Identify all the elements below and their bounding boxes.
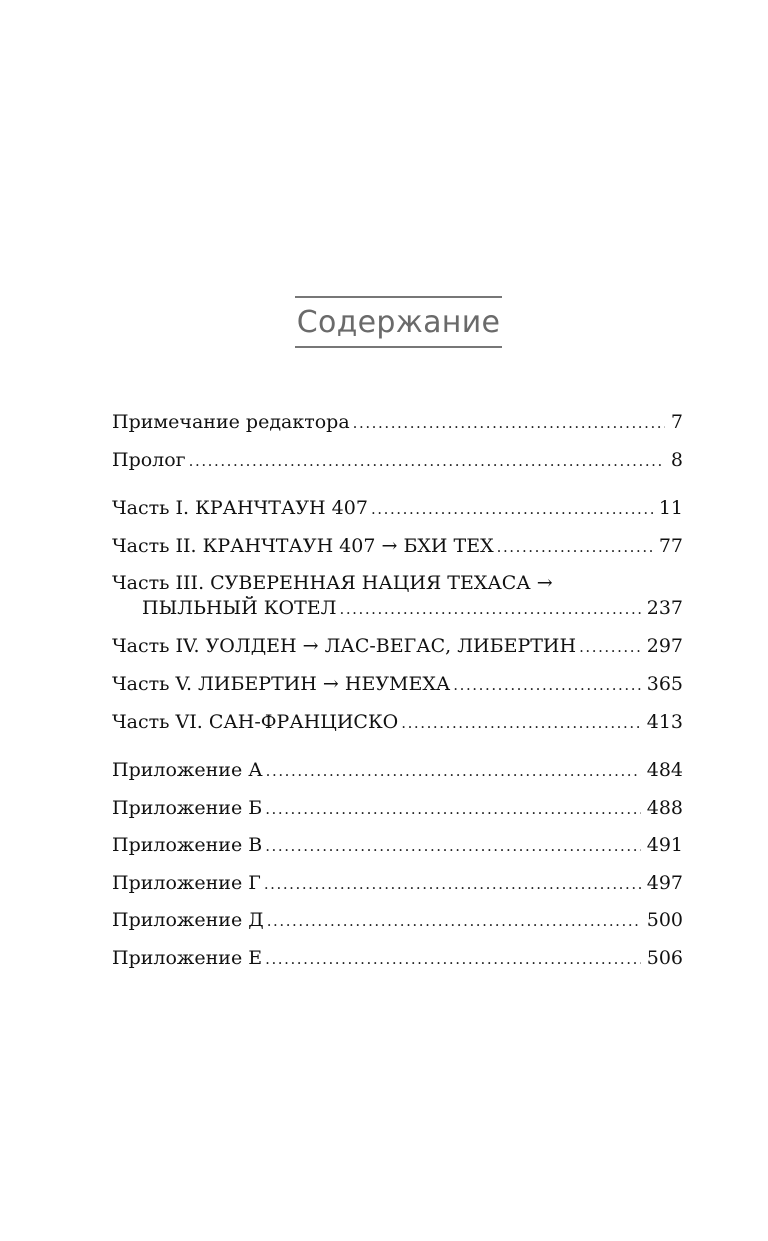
toc-entry-title: Приложение Г	[112, 872, 261, 894]
toc-entry-title: Пролог	[112, 449, 186, 471]
toc-entry-title: Часть II. КРАНЧТАУН 407 → БХИ ТЕХ	[112, 535, 494, 557]
toc-entry-title: Приложение В	[112, 834, 263, 856]
dot-leader	[264, 873, 641, 895]
dot-leader	[265, 798, 641, 820]
toc-entry-part-2[interactable]	[112, 535, 683, 558]
toc-entry-appendix-b[interactable]	[112, 797, 683, 820]
dot-leader	[579, 636, 641, 658]
toc-entry-title: Часть V. ЛИБЕРТИН → НЕУМЕХА	[112, 673, 451, 695]
toc-entry-page: 497	[646, 872, 683, 894]
dot-leader	[265, 835, 641, 857]
toc-entry-appendix-d[interactable]	[112, 909, 683, 932]
dot-leader	[401, 712, 640, 734]
dot-leader	[453, 674, 640, 696]
toc-entry-part-3[interactable]	[142, 597, 683, 620]
toc-entry-part-5[interactable]	[112, 673, 683, 696]
toc-entry-title: Часть VI. САН-ФРАНЦИСКО	[112, 711, 399, 733]
toc-entry-part-3-line-1[interactable]: Часть III. СУВЕРЕННАЯ НАЦИЯ ТЕХАСА →	[112, 572, 553, 594]
dot-leader	[265, 948, 641, 970]
toc-entry-page: 491	[646, 834, 683, 856]
toc-entry-page: 297	[646, 635, 683, 657]
toc-entry-page: 500	[646, 909, 683, 931]
dot-leader	[497, 536, 653, 558]
dot-leader	[371, 498, 653, 520]
dot-leader	[266, 760, 641, 782]
toc-entry-page: 11	[658, 497, 683, 519]
dot-leader	[339, 598, 640, 620]
toc-entry-prologue[interactable]	[112, 449, 683, 472]
toc-entry-title: Примечание редактора	[112, 411, 350, 433]
toc-entry-page: 237	[646, 597, 683, 619]
toc-entry-title: Часть IV. УОЛДЕН → ЛАС-ВЕГАС, ЛИБЕРТИН	[112, 635, 577, 657]
toc-entry-page: 7	[670, 411, 683, 433]
dot-leader	[267, 910, 641, 932]
toc-entry-title: Приложение Д	[112, 909, 264, 931]
toc-entry-title: Часть I. КРАНЧТАУН 407	[112, 497, 368, 519]
toc-entry-appendix-a[interactable]	[112, 759, 683, 782]
toc-entry-page: 8	[670, 449, 683, 471]
dot-leader	[189, 450, 665, 472]
toc-entry-appendix-g[interactable]	[112, 872, 683, 895]
contents-heading-frame	[295, 296, 502, 348]
toc-entry-page: 506	[646, 947, 683, 969]
toc-entry-part-4[interactable]	[112, 635, 683, 658]
toc-entry-title: Приложение Е	[112, 947, 263, 969]
toc-entry-part-1[interactable]	[112, 497, 683, 520]
toc-entry-part-6[interactable]	[112, 711, 683, 734]
toc-entry-page: 484	[646, 759, 683, 781]
toc-entry-appendix-v[interactable]	[112, 834, 683, 857]
page-title: Содержание	[296, 305, 501, 340]
toc-entry-title: Приложение А	[112, 759, 263, 781]
toc-entry-page: 365	[646, 673, 683, 695]
toc-entry-page: 77	[658, 535, 683, 557]
toc-entry-page: 413	[646, 711, 683, 733]
dot-leader	[353, 412, 665, 434]
toc-entry-editor-note[interactable]	[112, 411, 683, 434]
toc-entry-title: ПЫЛЬНЫЙ КОТЕЛ	[142, 597, 337, 619]
toc-entry-title: Приложение Б	[112, 797, 263, 819]
toc-entry-appendix-e[interactable]	[112, 947, 683, 970]
toc-entry-page: 488	[646, 797, 683, 819]
